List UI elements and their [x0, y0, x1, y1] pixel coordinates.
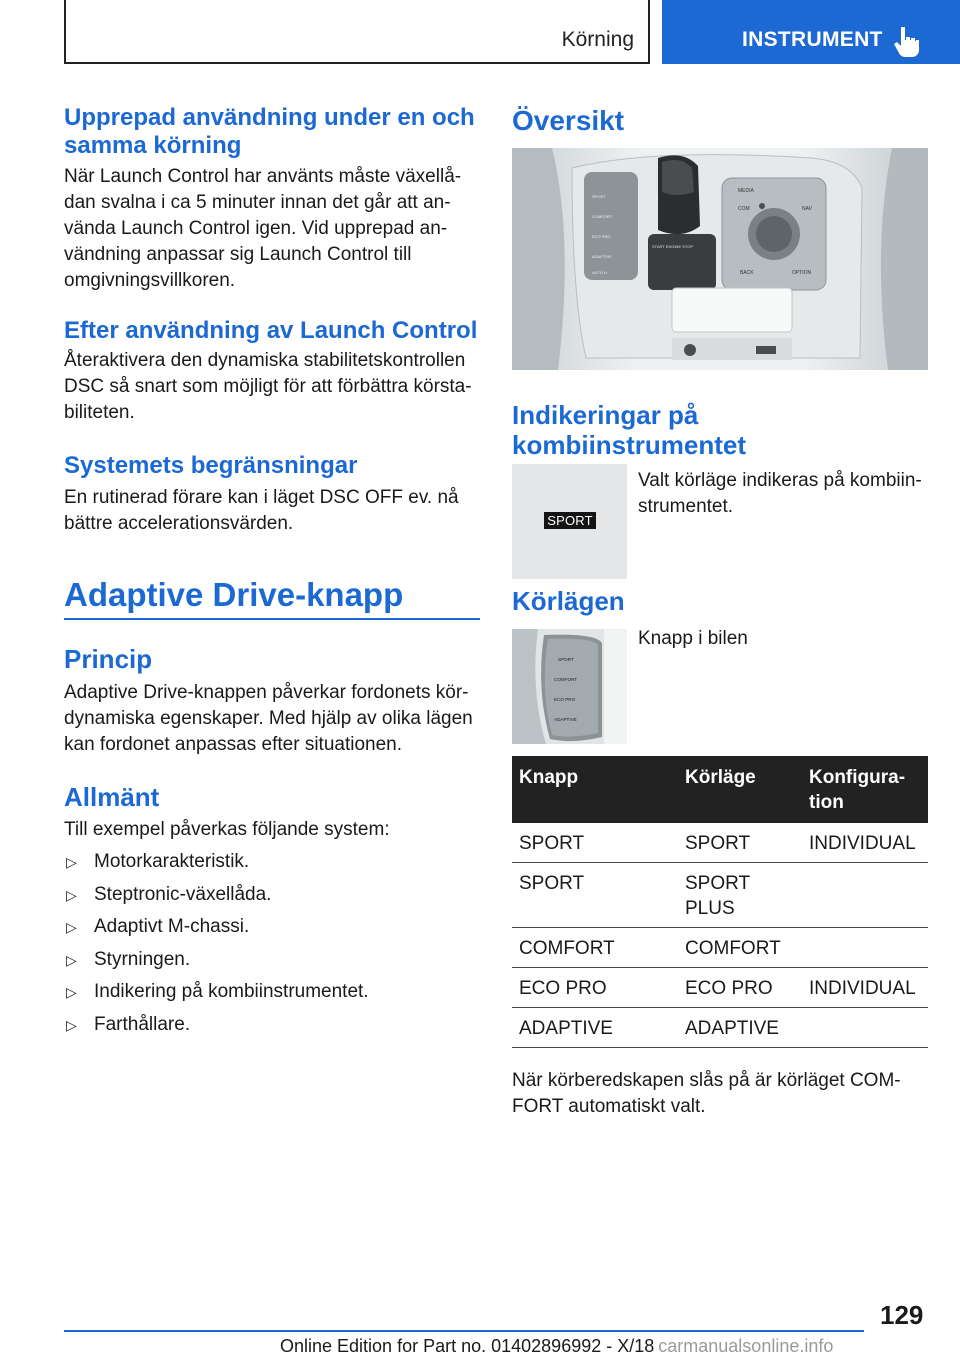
list-item: ▷ Styrningen.: [64, 947, 480, 973]
table-cell: [802, 1008, 928, 1048]
triangle-bullet-icon: ▷: [66, 886, 77, 903]
button-label-adaptive: ADAPTIVE: [554, 717, 577, 722]
footer-watermark[interactable]: carmanualsonline.info: [658, 1336, 834, 1356]
console-label-adaptive: ADAPTIVE: [592, 254, 612, 259]
footer-rule: [64, 1330, 864, 1332]
chapter-rule: [64, 618, 480, 620]
triangle-bullet-icon: ▷: [66, 951, 77, 968]
list-item: ▷ Motorkarakteristik.: [64, 849, 480, 875]
triangle-bullet-icon: ▷: [66, 919, 77, 935]
chapter-title: Adaptive Drive-knapp: [64, 576, 404, 613]
paragraph-general-intro: Till exempel påverkas följande system:: [64, 819, 390, 840]
heading-repeated-use: Upprepad användning under en och samma körning: [64, 104, 475, 159]
paragraph-principle: Adaptive Drive-knappen påverkar fordonets kör- dynamiska egenskaper. Med hjälp av olika lägen kan fordonet anpassas efter situationen.: [64, 682, 473, 755]
footer-edition: Online Edition for Part no. 01402896992 - X/18 carmanualsonline.info: [280, 1336, 834, 1356]
drive-mode-buttons-photo: [512, 629, 627, 744]
console-label-com: COM: [738, 206, 750, 212]
paragraph-after-launch-control: Återaktivera den dynamiska stabilitetskontrollen DSC så snart som möjligt för att förbättra körsta- biliteten.: [64, 350, 472, 423]
heading-overview: Översikt: [512, 105, 625, 136]
triangle-bullet-icon: ▷: [66, 984, 77, 1000]
paragraph-drive-modes: Knapp i bilen: [638, 628, 748, 649]
system-list: [64, 849, 480, 1044]
table-cell: SPORT: [512, 863, 678, 928]
header-section-tab: [64, 0, 650, 64]
list-item: ▷ Steptronic-växellåda.: [64, 882, 480, 908]
button-label-sport: SPORT: [558, 657, 574, 662]
table-cell: ADAPTIVE: [512, 1008, 678, 1048]
table-cell: SPORT PLUS: [678, 863, 802, 928]
console-label-nav: NAV: [802, 206, 812, 212]
table-cell: SPORT: [678, 823, 802, 863]
paragraph-default-mode-note: När körberedskapen slås på är körläget COM- FORT automatiskt valt.: [512, 1070, 901, 1117]
table-row: [512, 928, 928, 968]
heading-after-launch-control: Efter användning av Launch Control: [64, 317, 478, 344]
page-number: 129: [880, 1300, 924, 1330]
triangle-bullet-icon: ▷: [66, 854, 77, 870]
console-label-media: MEDIA: [738, 188, 754, 194]
center-console-photo: [512, 148, 928, 370]
header-chapter-tab: [662, 0, 960, 64]
list-item: ▷ Adaptivt M-chassi.: [64, 914, 480, 940]
table-header-row: [512, 756, 928, 823]
table-header-button: Knapp: [512, 756, 678, 823]
paragraph-indications: Valt körläge indikeras på kombiin- strumentet.: [638, 470, 922, 517]
heading-general: Allmänt: [64, 782, 160, 812]
console-label-auto-h: AUTO H: [592, 270, 608, 275]
button-label-eco-pro: ECO PRO: [554, 697, 576, 702]
list-item: ▷ Indikering på kombiinstrumentet.: [64, 979, 480, 1005]
table-cell: ECO PRO: [678, 968, 802, 1008]
table-cell: [802, 863, 928, 928]
paragraph-system-limits: En rutinerad förare kan i läget DSC OFF ev. nå bättre accelerationsvärden.: [64, 487, 459, 534]
heading-principle: Princip: [64, 644, 153, 674]
table-header-mode: Körläge: [678, 756, 802, 823]
console-label-comfort: COMFORT: [592, 214, 613, 219]
button-label-comfort: COMFORT: [554, 677, 578, 682]
table-cell: ADAPTIVE: [678, 1008, 802, 1048]
table-row: [512, 863, 928, 928]
table-cell: COMFORT: [678, 928, 802, 968]
table-cell: SPORT: [512, 823, 678, 863]
sport-indicator-photo: [512, 464, 627, 579]
paragraph-repeated-use: När Launch Control har använts måste växellå- dan svalna i ca 5 minuter innan det går att an- vända Launch Control igen. Vid upprepad an- vändning anpassar sig Launch Control till omgivningsvillkoren.: [64, 166, 462, 291]
heading-drive-modes: Körlägen: [512, 586, 625, 616]
console-label-eco: ECO PRO: [592, 234, 611, 239]
heading-indications: Indikeringar på kombiinstrumentet: [512, 400, 747, 460]
table-row: [512, 1008, 928, 1048]
console-label-option: OPTION: [792, 270, 812, 276]
table-cell: [802, 928, 928, 968]
table-cell: INDIVIDUAL: [802, 968, 928, 1008]
table-row: [512, 968, 928, 1008]
table-cell: ECO PRO: [512, 968, 678, 1008]
heading-system-limits: Systemets begränsningar: [64, 452, 358, 479]
console-label-sport: SPORT: [592, 194, 606, 199]
list-item: ▷ Farthållare.: [64, 1012, 480, 1038]
triangle-bullet-icon: ▷: [66, 1016, 77, 1033]
drive-mode-table: [512, 756, 928, 1048]
table-header-configuration: Konfigura- tion: [802, 756, 928, 823]
sport-badge: SPORT: [544, 512, 596, 529]
header-section-label: Körning: [561, 28, 634, 51]
table-cell: INDIVIDUAL: [802, 823, 928, 863]
console-label-start: START ENGINE STOP: [652, 244, 694, 249]
table-row: [512, 823, 928, 863]
console-label-back: BACK: [740, 270, 754, 276]
header-chapter-label: INSTRUMENT: [742, 28, 883, 51]
pointing-hand-icon: [890, 24, 924, 58]
table-cell: COMFORT: [512, 928, 678, 968]
